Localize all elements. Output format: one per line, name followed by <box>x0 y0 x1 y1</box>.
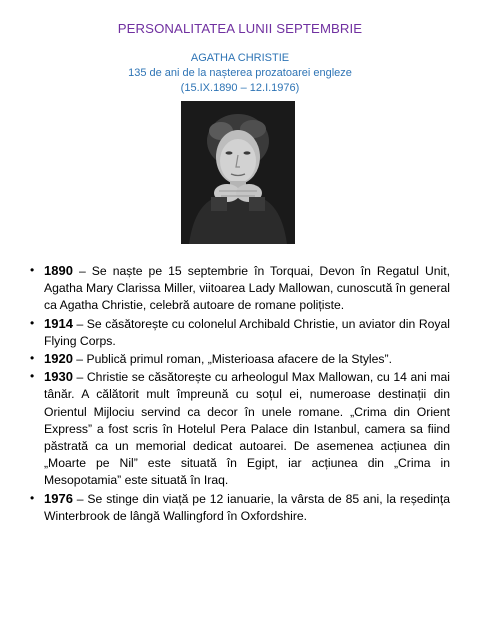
bio-text: – Se căsătorește cu colonelul Archibald Christie, un aviator din Royal Flying Corps. <box>44 316 450 348</box>
bio-item-1976 <box>30 490 450 525</box>
bio-year: 1920 <box>44 351 73 367</box>
bio-item-1914 <box>30 315 450 350</box>
bio-year: 1976 <box>44 490 73 506</box>
bullet-icon: • <box>30 315 35 330</box>
bio-item-1920 <box>30 350 450 368</box>
portrait-photo <box>181 101 295 244</box>
biography-list <box>30 262 450 525</box>
bio-year: 1914 <box>44 315 73 331</box>
portrait-illustration <box>181 101 295 244</box>
bio-item-1890 <box>30 262 450 315</box>
page-title: PERSONALITATEA LUNII SEPTEMBRIE <box>117 21 363 36</box>
bio-year: 1890 <box>44 263 73 278</box>
bio-text: – Publică primul roman, „Misterioasa afacere de la Styles”. <box>72 352 392 367</box>
bullet-icon: • <box>30 351 35 366</box>
bio-text: – Christie se căsătorește cu arheologul Max Mallowan, cu 14 ani mai tânăr. A călătorit mult împreună cu soțul ei, numeroase destinații din Orientul Mijlociu servind ca decor în unele romane. „Crima din Orient Express” a fost scris în Hotelul Pera Palace din Istanbul, camera sa fiind păstrată ca un memorial dedicat autoarei. De asemenea acțiunea din „Moarte pe Nil” este situată în Egipt, iar acțiunea din „Crima in Mesopotamia” este situată în Iraq. <box>44 370 450 488</box>
bio-text: – Se stinge din viață pe 12 ianuarie, la vârsta de 85 ani, la reședința Winterbrook de lângă Wallingford în Oxfordshire. <box>44 491 450 523</box>
bullet-icon: • <box>30 490 35 505</box>
subject-subtitle: 135 de ani de la nașterea prozatoarei engleze <box>128 67 352 79</box>
bullet-icon: • <box>30 369 35 384</box>
subject-name: AGATHA CHRISTIE <box>190 52 290 64</box>
bio-year: 1930 <box>44 369 73 385</box>
bio-text: – Se naște pe 15 septembrie în Torquai, Devon în Regatul Unit, Agatha Mary Clarissa Miller, viitoarea Lady Mallowan, cunoscută în general ca Agatha Christie, celebră autoare de romane polițiste. <box>44 264 450 313</box>
subject-dates: (15.IX.1890 – 12.I.1976) <box>180 82 300 94</box>
bullet-icon: • <box>30 263 35 277</box>
bio-item-1930 <box>30 368 450 489</box>
